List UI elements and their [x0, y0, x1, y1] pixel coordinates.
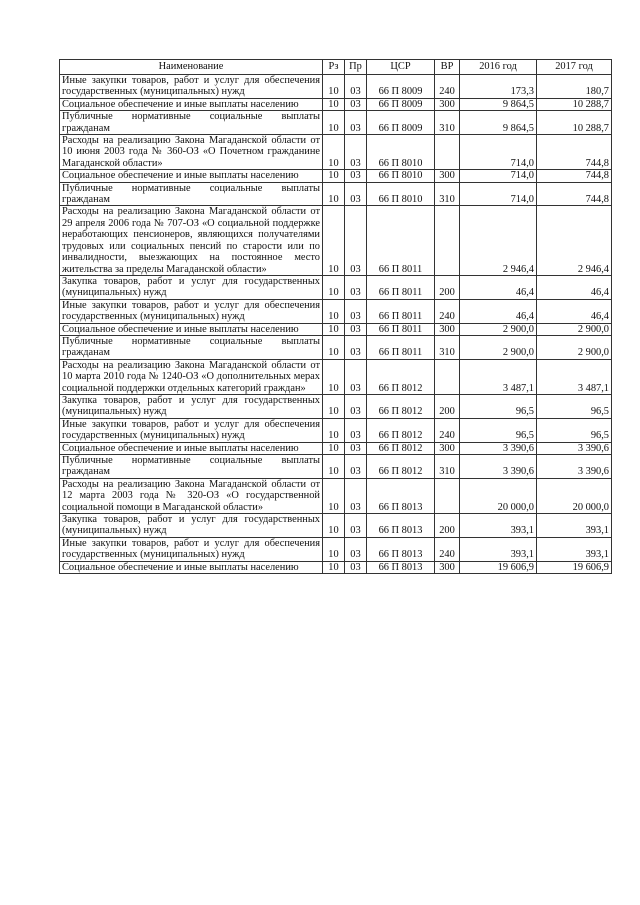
row-name: Социальное обеспечение и иные выплаты населению — [60, 170, 323, 182]
row-vr — [435, 206, 460, 275]
row-name: Расходы на реализацию Закона Магаданской области от 29 апреля 2006 года № 707-ОЗ «О социальной поддержке неработающих пенсионеров, являющихся получателями трудовых или социальных пенсий по старости или по инвалидности, выезжающих на постоянное место жительства за пределы Магаданской области» — [60, 206, 323, 275]
budget-table — [59, 59, 612, 574]
row-2017: 20 000,0 — [537, 478, 612, 513]
row-2017: 10 288,7 — [537, 98, 612, 110]
row-pr: 03 — [345, 394, 367, 418]
row-name: Публичные нормативные социальные выплаты гражданам — [60, 111, 323, 135]
row-csr: 66 П 8013 — [367, 514, 435, 538]
row-vr: 240 — [435, 299, 460, 323]
row-csr: 66 П 8011 — [367, 206, 435, 275]
row-name: Расходы на реализацию Закона Магаданской области от 10 июня 2003 года № 360-ОЗ «О Почетном гражданине Магаданской области» — [60, 135, 323, 170]
row-rz: 10 — [323, 75, 345, 99]
table-row — [60, 75, 612, 99]
table-row — [60, 442, 612, 454]
row-vr: 310 — [435, 455, 460, 479]
row-vr: 310 — [435, 335, 460, 359]
row-pr: 03 — [345, 135, 367, 170]
row-csr: 66 П 8012 — [367, 394, 435, 418]
row-rz: 10 — [323, 335, 345, 359]
row-name: Публичные нормативные социальные выплаты гражданам — [60, 335, 323, 359]
header-vr: ВР — [435, 60, 460, 75]
row-2017: 96,5 — [537, 394, 612, 418]
row-rz: 10 — [323, 170, 345, 182]
row-name: Иные закупки товаров, работ и услуг для обеспечения государственных (муниципальных) нужд — [60, 75, 323, 99]
row-name: Закупка товаров, работ и услуг для государственных (муниципальных) нужд — [60, 394, 323, 418]
row-2017: 3 487,1 — [537, 359, 612, 394]
row-2016: 3 390,6 — [460, 455, 537, 479]
row-pr: 03 — [345, 98, 367, 110]
row-2016: 3 390,6 — [460, 442, 537, 454]
row-pr: 03 — [345, 514, 367, 538]
row-csr: 66 П 8010 — [367, 182, 435, 206]
row-vr: 300 — [435, 170, 460, 182]
row-pr: 03 — [345, 182, 367, 206]
row-rz: 10 — [323, 561, 345, 573]
row-name: Социальное обеспечение и иные выплаты населению — [60, 98, 323, 110]
row-2017: 744,8 — [537, 135, 612, 170]
row-2016: 96,5 — [460, 394, 537, 418]
row-csr: 66 П 8012 — [367, 455, 435, 479]
row-2016: 96,5 — [460, 418, 537, 442]
row-pr: 03 — [345, 299, 367, 323]
row-name: Закупка товаров, работ и услуг для государственных (муниципальных) нужд — [60, 514, 323, 538]
row-csr: 66 П 8011 — [367, 275, 435, 299]
table-header-row — [60, 60, 612, 75]
row-pr: 03 — [345, 561, 367, 573]
row-csr: 66 П 8009 — [367, 75, 435, 99]
row-vr: 300 — [435, 561, 460, 573]
row-vr: 200 — [435, 394, 460, 418]
row-vr: 240 — [435, 75, 460, 99]
table-row — [60, 335, 612, 359]
row-2016: 393,1 — [460, 514, 537, 538]
row-csr: 66 П 8013 — [367, 478, 435, 513]
row-pr: 03 — [345, 75, 367, 99]
row-2017: 2 900,0 — [537, 335, 612, 359]
row-name: Публичные нормативные социальные выплаты гражданам — [60, 455, 323, 479]
row-rz: 10 — [323, 275, 345, 299]
row-rz: 10 — [323, 182, 345, 206]
row-rz: 10 — [323, 442, 345, 454]
row-csr: 66 П 8009 — [367, 111, 435, 135]
row-2016: 714,0 — [460, 135, 537, 170]
row-name: Социальное обеспечение и иные выплаты населению — [60, 323, 323, 335]
header-csr: ЦСР — [367, 60, 435, 75]
row-rz: 10 — [323, 299, 345, 323]
row-name: Иные закупки товаров, работ и услуг для обеспечения государственных (муниципальных) нужд — [60, 299, 323, 323]
row-2016: 714,0 — [460, 182, 537, 206]
row-name: Социальное обеспечение и иные выплаты населению — [60, 561, 323, 573]
table-row — [60, 206, 612, 275]
table-row — [60, 275, 612, 299]
table-row — [60, 323, 612, 335]
row-vr: 240 — [435, 418, 460, 442]
row-pr: 03 — [345, 478, 367, 513]
row-name: Закупка товаров, работ и услуг для государственных (муниципальных) нужд — [60, 275, 323, 299]
row-pr: 03 — [345, 323, 367, 335]
row-2016: 19 606,9 — [460, 561, 537, 573]
row-csr: 66 П 8012 — [367, 359, 435, 394]
row-pr: 03 — [345, 455, 367, 479]
row-name: Расходы на реализацию Закона Магаданской области от 10 марта 2010 года № 1240-ОЗ «О дополнительных мерах социальной поддержки отдельных категорий граждан» — [60, 359, 323, 394]
row-2016: 173,3 — [460, 75, 537, 99]
document-page — [59, 59, 611, 574]
table-row — [60, 478, 612, 513]
row-rz: 10 — [323, 98, 345, 110]
row-2017: 744,8 — [537, 182, 612, 206]
row-csr: 66 П 8013 — [367, 561, 435, 573]
table-row — [60, 537, 612, 561]
table-row — [60, 170, 612, 182]
row-2016: 3 487,1 — [460, 359, 537, 394]
row-pr: 03 — [345, 537, 367, 561]
row-csr: 66 П 8010 — [367, 135, 435, 170]
row-pr: 03 — [345, 170, 367, 182]
row-name: Иные закупки товаров, работ и услуг для обеспечения государственных (муниципальных) нужд — [60, 537, 323, 561]
row-2017: 393,1 — [537, 514, 612, 538]
row-2016: 20 000,0 — [460, 478, 537, 513]
row-vr: 200 — [435, 275, 460, 299]
row-vr: 300 — [435, 442, 460, 454]
header-2016: 2016 год — [460, 60, 537, 75]
row-rz: 10 — [323, 478, 345, 513]
row-2017: 10 288,7 — [537, 111, 612, 135]
table-row — [60, 182, 612, 206]
row-vr: 310 — [435, 182, 460, 206]
row-csr: 66 П 8012 — [367, 442, 435, 454]
row-rz: 10 — [323, 455, 345, 479]
row-2017: 3 390,6 — [537, 442, 612, 454]
row-pr: 03 — [345, 442, 367, 454]
row-2017: 3 390,6 — [537, 455, 612, 479]
row-vr — [435, 359, 460, 394]
table-row — [60, 111, 612, 135]
row-vr: 310 — [435, 111, 460, 135]
row-2016: 46,4 — [460, 275, 537, 299]
row-rz: 10 — [323, 359, 345, 394]
row-pr: 03 — [345, 418, 367, 442]
row-pr: 03 — [345, 206, 367, 275]
row-rz: 10 — [323, 537, 345, 561]
row-2017: 96,5 — [537, 418, 612, 442]
row-csr: 66 П 8012 — [367, 418, 435, 442]
table-row — [60, 455, 612, 479]
row-vr: 240 — [435, 537, 460, 561]
table-body — [60, 75, 612, 574]
row-csr: 66 П 8010 — [367, 170, 435, 182]
row-rz: 10 — [323, 323, 345, 335]
row-rz: 10 — [323, 418, 345, 442]
table-row — [60, 561, 612, 573]
row-2016: 714,0 — [460, 170, 537, 182]
row-vr: 200 — [435, 514, 460, 538]
row-csr: 66 П 8011 — [367, 335, 435, 359]
row-2016: 9 864,5 — [460, 98, 537, 110]
row-rz: 10 — [323, 206, 345, 275]
row-pr: 03 — [345, 275, 367, 299]
row-2017: 46,4 — [537, 299, 612, 323]
table-row — [60, 98, 612, 110]
row-2017: 180,7 — [537, 75, 612, 99]
row-csr: 66 П 8011 — [367, 323, 435, 335]
row-2017: 2 946,4 — [537, 206, 612, 275]
row-rz: 10 — [323, 394, 345, 418]
row-2016: 46,4 — [460, 299, 537, 323]
table-row — [60, 359, 612, 394]
header-rz: Рз — [323, 60, 345, 75]
row-vr: 300 — [435, 323, 460, 335]
row-vr — [435, 478, 460, 513]
table-row — [60, 514, 612, 538]
row-2016: 2 900,0 — [460, 323, 537, 335]
row-pr: 03 — [345, 335, 367, 359]
row-2017: 744,8 — [537, 170, 612, 182]
header-name: Наименование — [60, 60, 323, 75]
row-pr: 03 — [345, 359, 367, 394]
row-2016: 393,1 — [460, 537, 537, 561]
row-name: Социальное обеспечение и иные выплаты населению — [60, 442, 323, 454]
row-2017: 393,1 — [537, 537, 612, 561]
table-row — [60, 135, 612, 170]
row-2017: 2 900,0 — [537, 323, 612, 335]
table-row — [60, 299, 612, 323]
table-row — [60, 418, 612, 442]
row-csr: 66 П 8009 — [367, 98, 435, 110]
table-row — [60, 394, 612, 418]
row-csr: 66 П 8011 — [367, 299, 435, 323]
header-2017: 2017 год — [537, 60, 612, 75]
row-name: Публичные нормативные социальные выплаты гражданам — [60, 182, 323, 206]
row-vr — [435, 135, 460, 170]
row-pr: 03 — [345, 111, 367, 135]
row-2017: 46,4 — [537, 275, 612, 299]
header-pr: Пр — [345, 60, 367, 75]
row-rz: 10 — [323, 111, 345, 135]
row-2017: 19 606,9 — [537, 561, 612, 573]
row-2016: 2 946,4 — [460, 206, 537, 275]
row-rz: 10 — [323, 514, 345, 538]
row-name: Иные закупки товаров, работ и услуг для обеспечения государственных (муниципальных) нужд — [60, 418, 323, 442]
row-rz: 10 — [323, 135, 345, 170]
row-vr: 300 — [435, 98, 460, 110]
row-csr: 66 П 8013 — [367, 537, 435, 561]
row-2016: 2 900,0 — [460, 335, 537, 359]
row-2016: 9 864,5 — [460, 111, 537, 135]
row-name: Расходы на реализацию Закона Магаданской области от 12 марта 2003 года № 320-ОЗ «О государственной социальной помощи в Магаданской области» — [60, 478, 323, 513]
